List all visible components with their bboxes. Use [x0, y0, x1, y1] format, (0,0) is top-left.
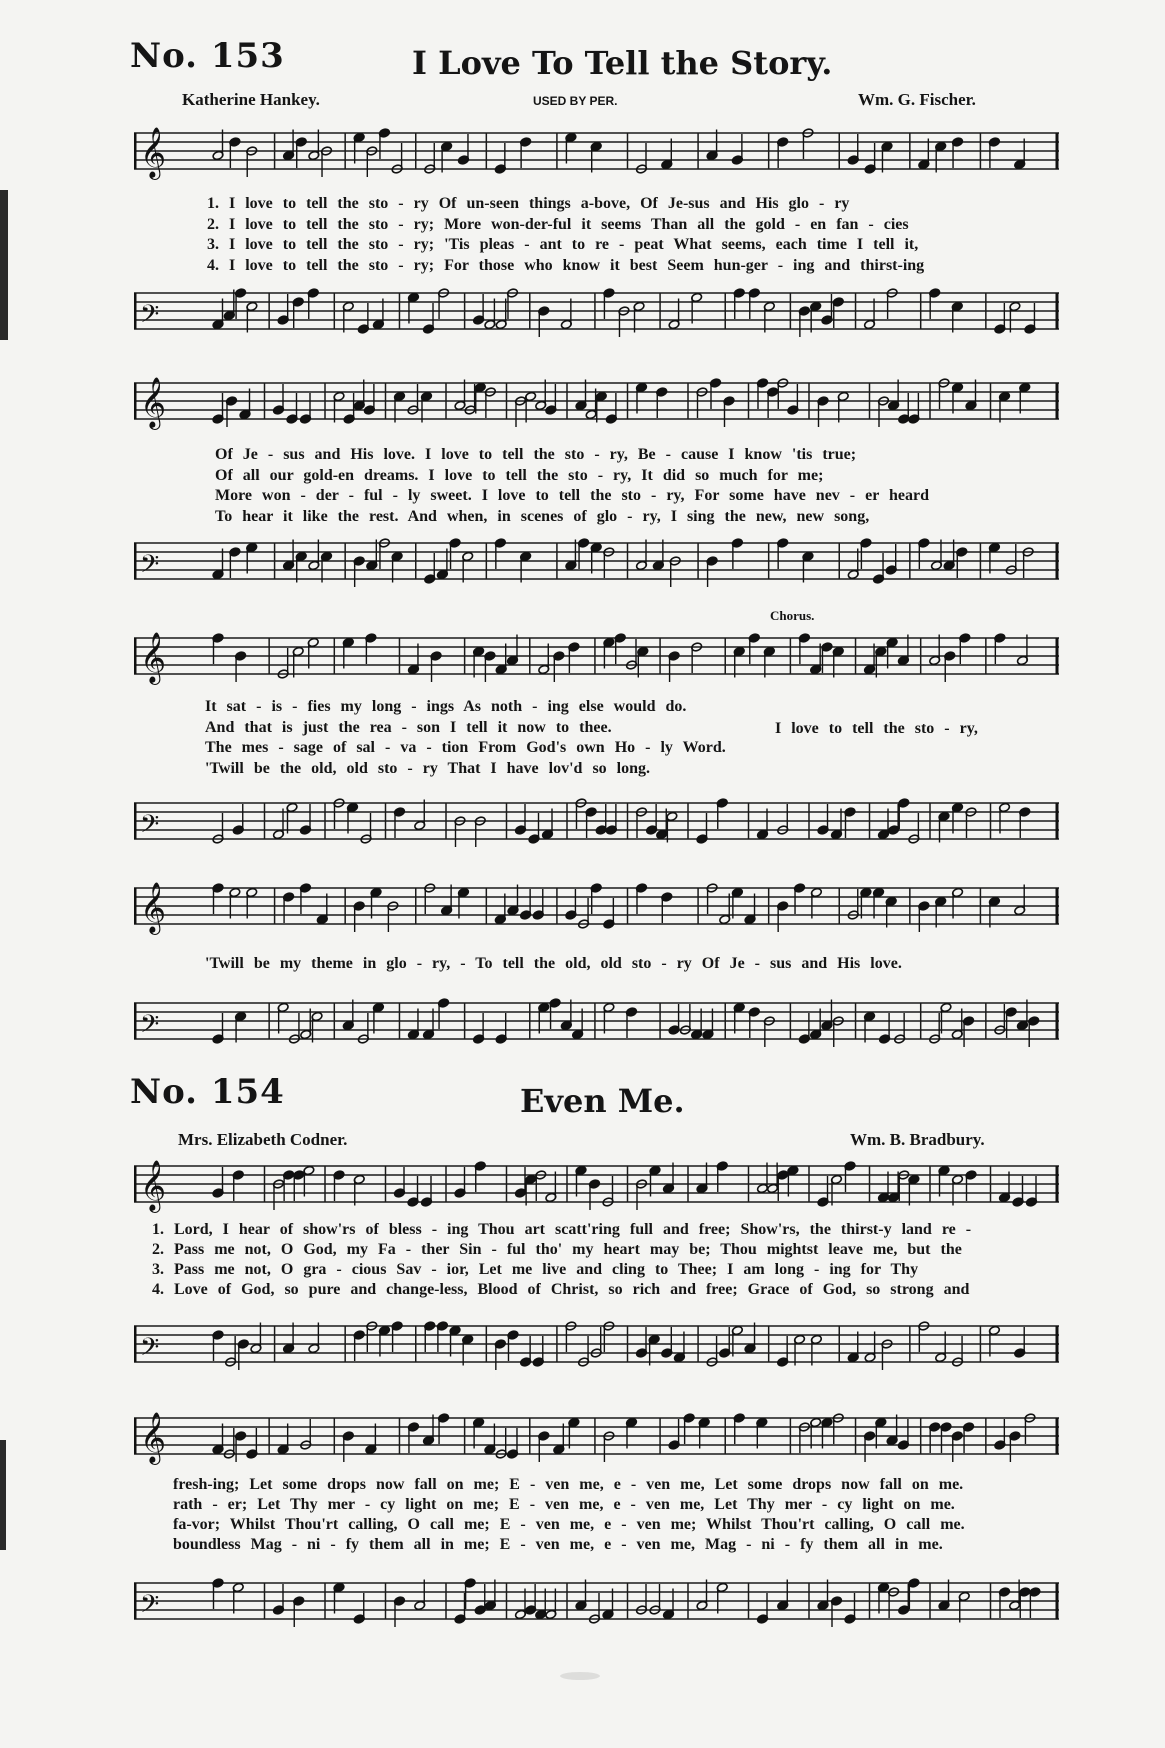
- scan-edge-shadow: [0, 190, 8, 340]
- svg-text:𝄞: 𝄞: [140, 1160, 167, 1211]
- hymn-title: I Love To Tell the Story.: [412, 44, 833, 82]
- hymn-number: No. 153: [130, 36, 285, 76]
- treble-staff: [134, 1410, 1059, 1470]
- svg-text:𝄢: 𝄢: [140, 1333, 160, 1368]
- svg-text:𝄞: 𝄞: [140, 632, 167, 683]
- bass-staff: [134, 995, 1059, 1055]
- hymn-composer: Wm. G. Fischer.: [858, 90, 976, 109]
- treble-staff: [134, 375, 1059, 435]
- svg-text:𝄞: 𝄞: [140, 1412, 167, 1463]
- lyrics-block: [173, 1475, 965, 1555]
- lyric-line: 2. Pass me not, O God, my Fa - ther Sin - ful tho' my heart may be; Thou mightst leave me, but the: [152, 1241, 962, 1258]
- bass-staff: [134, 1575, 1059, 1635]
- bass-staff: [134, 285, 1059, 345]
- permission-note: USED BY PER.: [533, 94, 618, 108]
- svg-text:𝄢: 𝄢: [140, 810, 160, 845]
- treble-staff: [134, 880, 1059, 940]
- lyric-line: More won - der - ful - ly sweet. I love to tell the sto - ry, For some have nev - er heard: [215, 487, 930, 504]
- lyric-line: Of all our gold-en dreams. I love to tell the sto - ry, It did so much for me;: [215, 466, 824, 484]
- lyric-line: 3. Pass me not, O gra - cious Sav - ior, Let me live and cling to Thee; I am long - ing for Thy: [152, 1261, 919, 1278]
- lyric-line: fresh-ing; Let some drops now fall on me; E - ven me, e - ven me, Let some drops now fall on me.: [173, 1476, 964, 1493]
- svg-text:𝄞: 𝄞: [140, 377, 167, 428]
- lyric-line: 1. I love to tell the sto - ry Of un-seen things a-bove, Of Je-sus and His glo - ry: [207, 195, 850, 212]
- lyric-line: boundless Mag - ni - fy them all in me; E - ven me, e - ven me, Mag - ni - fy them all in me.: [173, 1536, 943, 1553]
- lyric-line: 4. Love of God, so pure and change-less, Blood of Christ, so rich and free; Grace of God, so strong and: [152, 1281, 970, 1298]
- lyric-line: And that is just the rea - son I tell it now to thee.: [205, 718, 612, 736]
- lyric-line: It sat - is - fies my long - ings As noth - ing else would do.: [205, 698, 687, 715]
- hymn-author: Mrs. Elizabeth Codner.: [178, 1130, 348, 1149]
- svg-text:𝄢: 𝄢: [140, 1590, 160, 1625]
- bass-staff: [134, 535, 1059, 595]
- bass-staff: [134, 1318, 1059, 1378]
- treble-staff: [134, 1158, 1059, 1218]
- lyric-line: To hear it like the rest. And when, in scenes of glo - ry, I sing the new, new song,: [215, 507, 870, 525]
- hymn-number: No. 154: [130, 1072, 285, 1112]
- lyric-line: 'Twill be the old, old sto - ry That I have lov'd so long.: [205, 759, 651, 777]
- svg-text:𝄢: 𝄢: [140, 550, 160, 585]
- chorus-lyric: [775, 719, 978, 740]
- lyric-line: rath - er; Let Thy mer - cy light on me; E - ven me, e - ven me, Let Thy mer - cy light on me.: [173, 1496, 955, 1513]
- lyrics-block: [205, 697, 726, 779]
- chorus-label: Chorus.: [770, 608, 815, 623]
- hymn-composer: Wm. B. Bradbury.: [850, 1130, 985, 1149]
- treble-staff: [134, 125, 1059, 185]
- lyric-line: 3. I love to tell the sto - ry; 'Tis pleas - ant to re - peat What seems, each time I tell it,: [207, 236, 919, 253]
- lyric-line: The mes - sage of sal - va - tion From God's own Ho - ly Word.: [205, 739, 726, 756]
- lyric-line: I love to tell the sto - ry,: [775, 720, 978, 737]
- treble-staff: [134, 630, 1059, 690]
- hymn-author: Katherine Hankey.: [182, 90, 320, 109]
- lyric-line: fa-vor; Whilst Thou'rt calling, O call me; E - ven me, e - ven me; Whilst Thou'rt calling, O call me.: [173, 1516, 965, 1533]
- svg-text:𝄞: 𝄞: [140, 127, 167, 178]
- lyric-line: 4. I love to tell the sto - ry; For those who know it best Seem hun-ger - ing and thirst-ing: [207, 256, 925, 274]
- lyrics-block: [152, 1220, 971, 1300]
- lyrics-block: [205, 954, 902, 975]
- lyric-line: 2. I love to tell the sto - ry; More won-der-ful it seems Than all the gold - en fan - cies: [207, 215, 909, 233]
- hymn-title: Even Me.: [520, 1082, 685, 1120]
- scan-edge-shadow: [0, 1440, 6, 1550]
- lyric-line: 1. Lord, I hear of show'rs of bless - ing Thou art scatt'ring full and free; Show'rs, the thirst-y land re -: [152, 1221, 972, 1238]
- lyric-line: 'Twill be my theme in glo - ry, - To tell the old, old sto - ry Of Je - sus and His love.: [205, 955, 902, 972]
- svg-text:𝄞: 𝄞: [140, 882, 167, 933]
- bass-staff: [134, 795, 1059, 855]
- svg-text:𝄢: 𝄢: [140, 1010, 160, 1045]
- scan-smudge: [560, 1672, 600, 1680]
- svg-text:𝄢: 𝄢: [140, 300, 160, 335]
- lyrics-block: [207, 194, 924, 276]
- lyrics-block: [215, 445, 929, 527]
- lyric-line: Of Je - sus and His love. I love to tell the sto - ry, Be - cause I know 'tis true;: [215, 446, 857, 463]
